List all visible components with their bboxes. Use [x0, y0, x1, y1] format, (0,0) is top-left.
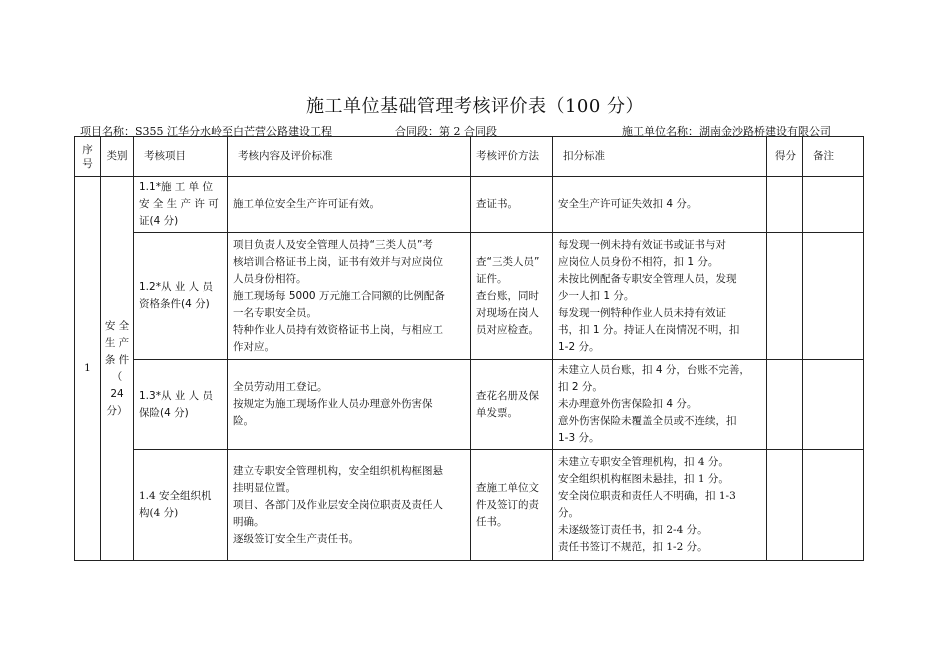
item-cell: 1.4 安全组织机 构(4 分) [134, 450, 228, 561]
header-score: 得分 [767, 137, 803, 177]
score-cell [767, 360, 803, 450]
category-cell: 安 全 生 产 条 件 （ 24 分） [101, 177, 134, 561]
header-method: 考核评价方法 [471, 137, 553, 177]
method-cell: 查花名册及保 单发票。 [471, 360, 553, 450]
note-cell [803, 450, 864, 561]
header-content: 考核内容及评价标准 [228, 137, 471, 177]
contract-section: 合同段：第 2 合同段 [395, 125, 497, 138]
item-cell: 1.3*从 业 人 员 保险(4 分) [134, 360, 228, 450]
method-cell: 查“三类人员” 证件。 查台账，同时 对现场在岗人 员对应检查。 [471, 233, 553, 360]
contractor-name: 施工单位名称：湖南金沙路桥建设有限公司 [622, 125, 831, 138]
header-type: 类别 [101, 137, 134, 177]
document-title: 施工单位基础管理考核评价表（100 分） [305, 96, 645, 117]
seq-cell: 1 [75, 177, 101, 561]
method-cell: 查证书。 [471, 177, 553, 233]
table-header-row [75, 137, 864, 177]
note-cell [803, 360, 864, 450]
table-row [75, 177, 864, 233]
item-cell: 1.2*从 业 人 员 资格条件(4 分) [134, 233, 228, 360]
deduction-cell: 安全生产许可证失效扣 4 分。 [553, 177, 767, 233]
header-seq: 序 号 [75, 137, 101, 177]
deduction-cell: 未建立专职安全管理机构，扣 4 分。 安全组织机构框图未悬挂，扣 1 分。 安全岗位职责和责任人不明确，扣 1-3 分。 未逐级签订责任书，扣 2-4 分。 责任书签订不规范，扣 1-2 分。 [553, 450, 767, 561]
table-row [75, 233, 864, 360]
table-row [75, 360, 864, 450]
score-cell [767, 233, 803, 360]
score-cell [767, 177, 803, 233]
evaluation-table [74, 136, 864, 561]
item-cell: 1.1*施 工 单 位 安 全 生 产 许 可 证(4 分) [134, 177, 228, 233]
note-cell [803, 177, 864, 233]
method-cell: 查施工单位文 件及签订的责 任书。 [471, 450, 553, 561]
content-cell: 项目负责人及安全管理人员持“三类人员”考 核培训合格证书上岗，证书有效并与对应岗位 人员身份相符。 施工现场每 5000 万元施工合同额的比例配备 一名专职安全员。 特种作业人员持有效资格证书上岗，与相应工 作对应。 [228, 233, 471, 360]
header-item: 考核项目 [134, 137, 228, 177]
content-cell: 建立专职安全管理机构，安全组织机构框图悬 挂明显位置。 项目、各部门及作业层安全岗位职责及责任人 明确。 逐级签订安全生产责任书。 [228, 450, 471, 561]
note-cell [803, 233, 864, 360]
score-cell [767, 450, 803, 561]
header-deduction: 扣分标准 [553, 137, 767, 177]
project-name: 项目名称：S355 江华分水岭至白芒营公路建设工程 [80, 125, 333, 138]
content-cell: 施工单位安全生产许可证有效。 [228, 177, 471, 233]
table-row [75, 450, 864, 561]
content-cell: 全员劳动用工登记。 按规定为施工现场作业人员办理意外伤害保 险。 [228, 360, 471, 450]
header-note: 备注 [803, 137, 864, 177]
deduction-cell: 每发现一例未持有效证书或证书与对 应岗位人员身份不相符，扣 1 分。 未按比例配备专职安全管理人员，发现 少一人扣 1 分。 每发现一例特种作业人员未持有效证 书，扣 1 分。持证人在岗情况不明，扣 1-2 分。 [553, 233, 767, 360]
deduction-cell: 未建立人员台账，扣 4 分，台账不完善， 扣 2 分。 未办理意外伤害保险扣 4 分。 意外伤害保险未覆盖全员或不连续，扣 1-3 分。 [553, 360, 767, 450]
